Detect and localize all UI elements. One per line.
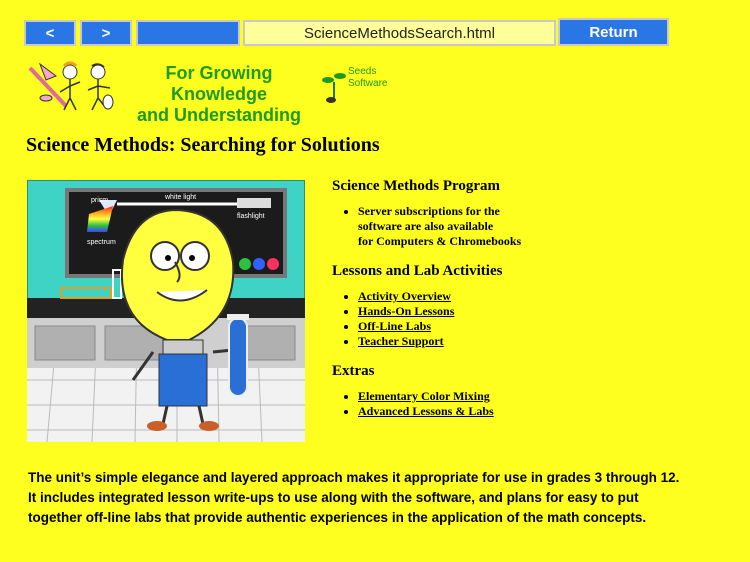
section-heading-program: Science Methods Program	[332, 178, 501, 194]
board-label-flashlight: flashlight	[237, 213, 265, 220]
board-label-prism: prism	[91, 197, 109, 204]
link-teacher-support[interactable]: Teacher Support	[358, 334, 444, 348]
seeds-software-brand: Seeds Software	[348, 66, 388, 89]
section-heading-lessons: Lessons and Lab Activities	[332, 263, 503, 279]
section-heading-extras: Extras	[332, 363, 375, 379]
seed-sprout-icon	[322, 64, 346, 104]
board-label-spectrum: spectrum	[87, 239, 116, 246]
banner	[26, 58, 396, 125]
page-title: Science Methods: Searching for Solutions	[26, 134, 380, 156]
blank-nav-button[interactable]	[136, 20, 240, 46]
return-button[interactable]: Return	[558, 18, 669, 46]
link-activity-overview[interactable]: Activity Overview	[358, 289, 451, 303]
link-off-line-labs[interactable]: Off-Line Labs	[358, 319, 432, 333]
link-advanced-lessons-labs[interactable]: Advanced Lessons & Labs	[358, 404, 494, 418]
board-label-white-light: white light	[165, 194, 197, 201]
tagline: For Growing Knowledge and Understanding	[136, 63, 301, 125]
extras-list	[332, 389, 632, 419]
list-item: • Server subscriptions for the software are also available for Computers & Chromebooks	[358, 204, 632, 249]
back-button[interactable]: <	[24, 20, 76, 46]
link-elementary-color-mixing[interactable]: Elementary Color Mixing	[358, 389, 490, 403]
program-list	[332, 204, 632, 249]
lightbulb-scientist-illustration	[27, 180, 305, 442]
content-column	[332, 176, 632, 431]
page-url-field[interactable]: ScienceMethodsSearch.html	[243, 20, 556, 46]
link-hands-on-lessons[interactable]: Hands-On Lessons	[358, 304, 455, 318]
kids-logo-icon	[26, 58, 116, 114]
description-paragraph: The unit’s simple elegance and layered approach makes it appropriate for use in grades 3 through 12. It includes integrated lesson write-ups to use along with the software, and plans for easy to put together off-line labs that provide authentic experiences in the application of the math concepts.	[28, 470, 680, 525]
forward-button[interactable]: >	[80, 20, 132, 46]
lessons-list	[332, 289, 632, 349]
